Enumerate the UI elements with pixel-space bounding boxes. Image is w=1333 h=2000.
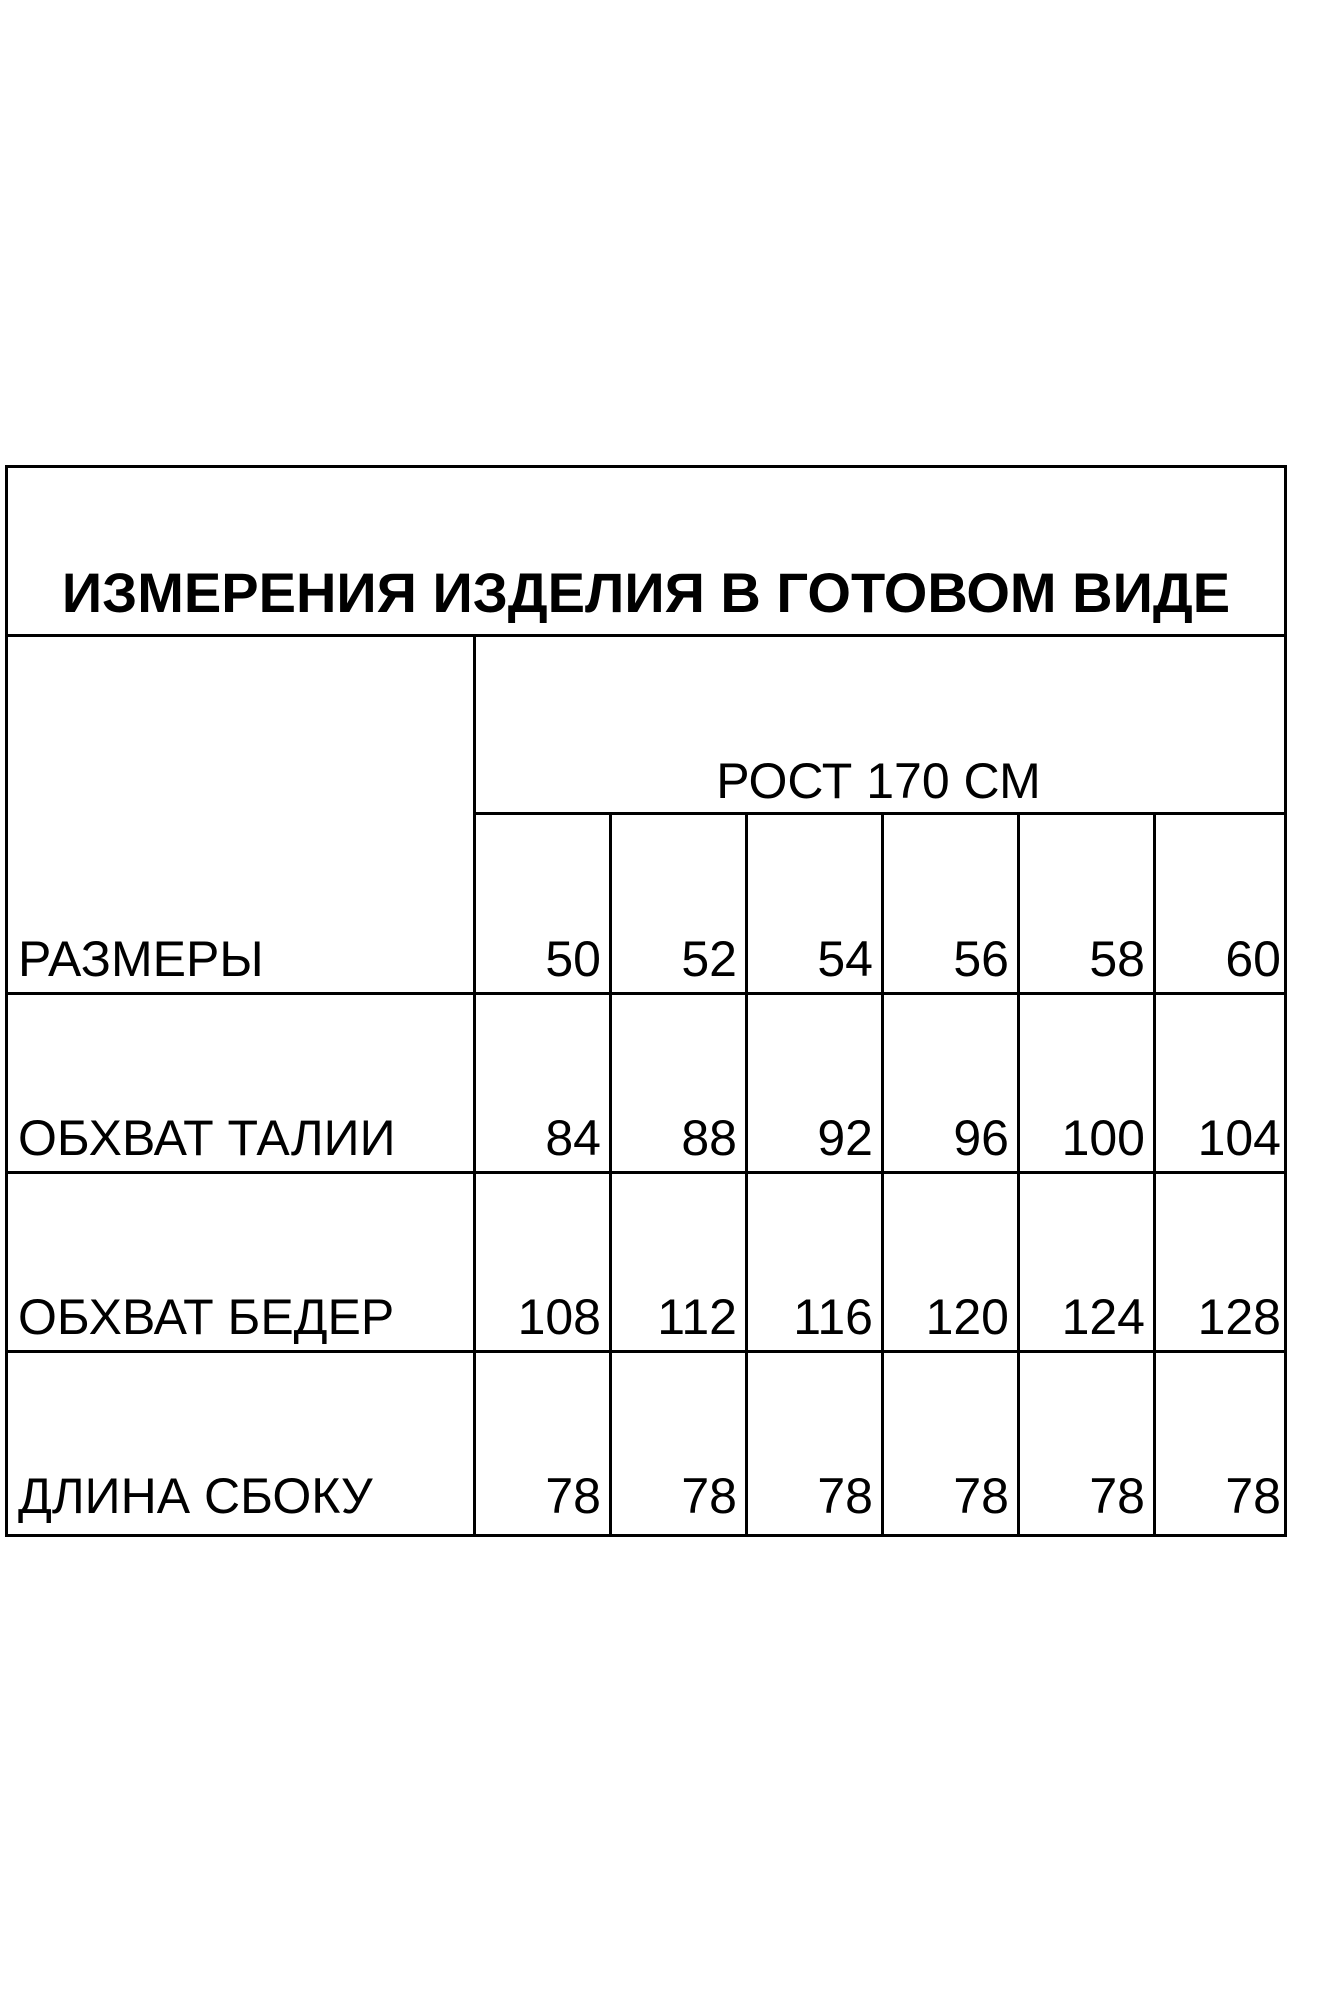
table-cell: 96	[953, 1110, 1009, 1166]
table-cell: 78	[681, 1468, 737, 1524]
table-cell: 78	[817, 1468, 873, 1524]
divider	[8, 634, 1284, 637]
table-cell: 128	[1197, 1289, 1281, 1345]
table-cell: 88	[681, 1110, 737, 1166]
divider	[1017, 812, 1020, 1534]
table-cell: 78	[545, 1468, 601, 1524]
table-cell: 92	[817, 1110, 873, 1166]
measurements-table	[5, 465, 1287, 1537]
table-cell: 104	[1197, 1110, 1281, 1166]
table-cell: 78	[953, 1468, 1009, 1524]
divider	[881, 812, 884, 1534]
table-cell: 60	[1225, 931, 1281, 987]
table-cell: 54	[817, 931, 873, 987]
divider	[8, 1350, 1284, 1353]
row-label-waist: ОБХВАТ ТАЛИИ	[18, 1110, 396, 1166]
table-cell: 58	[1089, 931, 1145, 987]
row-label-hips: ОБХВАТ БЕДЕР	[18, 1289, 395, 1345]
table-cell: 108	[517, 1289, 601, 1345]
divider	[1153, 812, 1156, 1534]
row-label-sizes: РАЗМЕРЫ	[18, 931, 264, 987]
table-cell: 78	[1225, 1468, 1281, 1524]
divider	[745, 812, 748, 1534]
table-cell: 120	[925, 1289, 1009, 1345]
table-cell: 84	[545, 1110, 601, 1166]
table-title: ИЗМЕРЕНИЯ ИЗДЕЛИЯ В ГОТОВОМ ВИДЕ	[61, 561, 1231, 624]
table-cell: 78	[1089, 1468, 1145, 1524]
divider	[8, 1171, 1284, 1174]
table-cell: 52	[681, 931, 737, 987]
divider	[8, 992, 1284, 995]
table-cell: 116	[793, 1289, 873, 1345]
height-label: РОСТ 170 СМ	[716, 753, 1041, 809]
row-label-side-length: ДЛИНА СБОКУ	[18, 1468, 373, 1524]
divider	[609, 812, 612, 1534]
table-cell: 100	[1061, 1110, 1145, 1166]
table-cell: 56	[953, 931, 1009, 987]
divider	[473, 812, 1284, 815]
table-cell: 50	[545, 931, 601, 987]
table-cell: 112	[657, 1289, 737, 1345]
table-cell: 124	[1061, 1289, 1145, 1345]
